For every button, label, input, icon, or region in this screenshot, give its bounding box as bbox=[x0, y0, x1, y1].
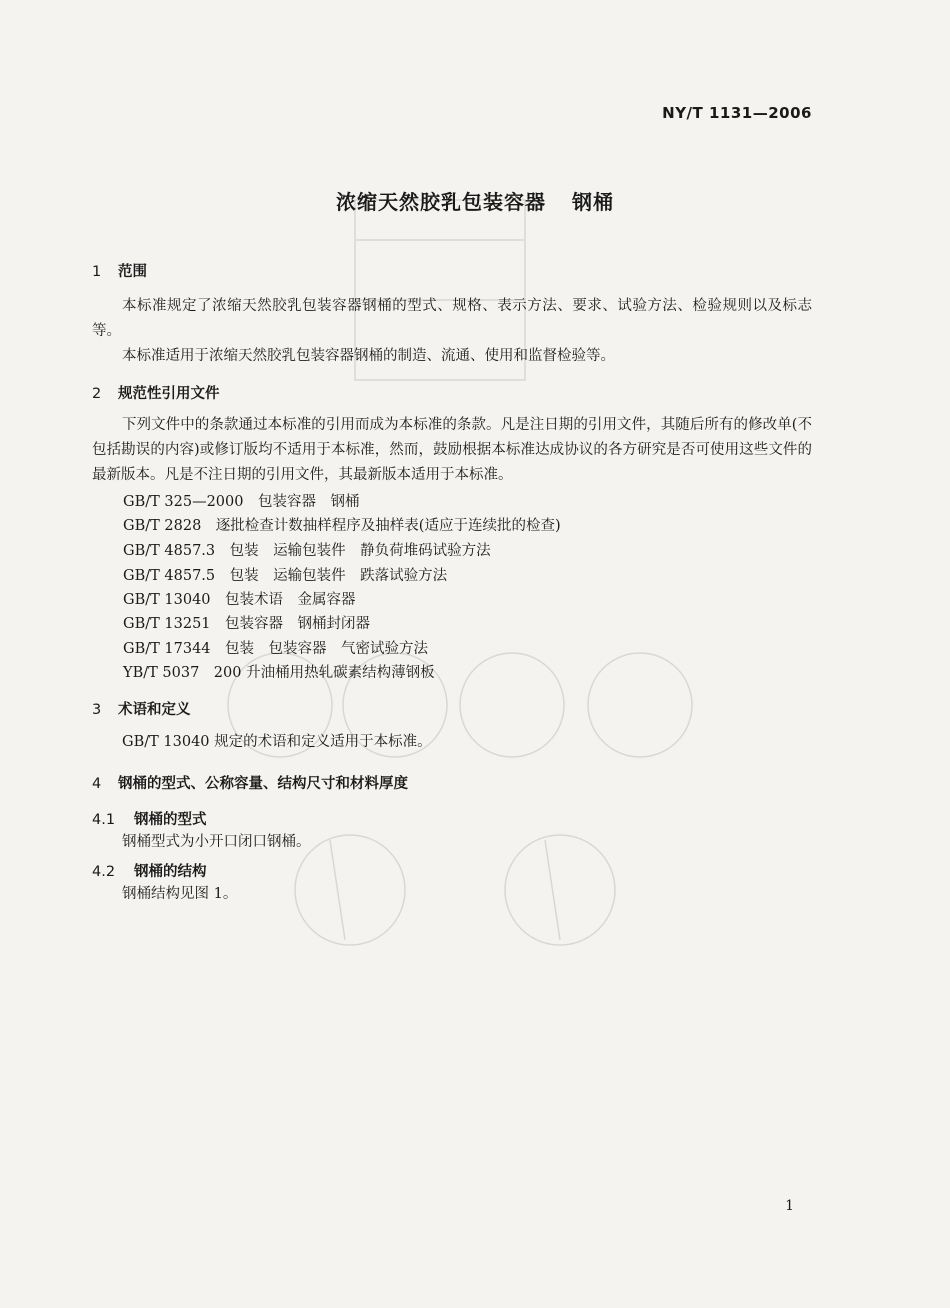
section-title: 钢桶的型式、公称容量、结构尺寸和材料厚度 bbox=[118, 776, 408, 792]
reference-item: GB/T 13251 包装容器 钢桶封闭器 bbox=[123, 616, 371, 632]
section-2-heading bbox=[92, 382, 220, 403]
section-3-heading bbox=[92, 698, 191, 719]
section-4-2-heading bbox=[92, 860, 207, 881]
section-4-2-paragraph: 钢桶结构见图 1。 bbox=[122, 886, 238, 902]
section-4-1-heading bbox=[92, 808, 207, 829]
section-number: 4.1 bbox=[92, 812, 116, 828]
section-number: 4 bbox=[92, 776, 102, 792]
section-1-paragraph-2: 本标准适用于浓缩天然胶乳包装容器钢桶的制造、流通、使用和监督检验等。 bbox=[122, 348, 615, 364]
section-number: 3 bbox=[92, 702, 102, 718]
section-title: 术语和定义 bbox=[118, 702, 191, 718]
title-sub: 钢桶 bbox=[572, 190, 614, 214]
section-title: 规范性引用文件 bbox=[118, 386, 220, 402]
reference-item: GB/T 2828 逐批检查计数抽样程序及抽样表(适应于连续批的检查) bbox=[123, 518, 561, 534]
section-number: 2 bbox=[92, 386, 102, 402]
reference-item: YB/T 5037 200 升油桶用热轧碳素结构薄钢板 bbox=[123, 665, 435, 681]
reference-item: GB/T 13040 包装术语 金属容器 bbox=[123, 592, 356, 608]
section-4-heading bbox=[92, 772, 408, 793]
title-main: 浓缩天然胶乳包装容器 bbox=[336, 190, 546, 214]
section-title: 范围 bbox=[118, 264, 147, 280]
document-title bbox=[0, 186, 950, 215]
section-number: 4.2 bbox=[92, 864, 116, 880]
reference-item: GB/T 325—2000 包装容器 钢桶 bbox=[123, 494, 360, 510]
standard-code: NY/T 1131—2006 bbox=[662, 104, 812, 122]
section-1-paragraph-1: 本标准规定了浓缩天然胶乳包装容器钢桶的型式、规格、表示方法、要求、试验方法、检验规则以及标志等。 bbox=[92, 298, 812, 339]
reference-item: GB/T 4857.3 包装 运输包装件 静负荷堆码试验方法 bbox=[123, 543, 491, 559]
section-3-paragraph-1: GB/T 13040 规定的术语和定义适用于本标准。 bbox=[122, 734, 432, 750]
section-title: 钢桶的结构 bbox=[134, 864, 207, 880]
section-title: 钢桶的型式 bbox=[134, 812, 207, 828]
section-number: 1 bbox=[92, 264, 102, 280]
section-4-1-paragraph: 钢桶型式为小开口闭口钢桶。 bbox=[122, 834, 311, 850]
reference-item: GB/T 4857.5 包装 运输包装件 跌落试验方法 bbox=[123, 568, 448, 584]
section-1-heading bbox=[92, 260, 147, 281]
page-number: 1 bbox=[785, 1198, 794, 1214]
section-2-paragraph-1: 下列文件中的条款通过本标准的引用而成为本标准的条款。凡是注日期的引用文件，其随后所有的修改单(不包括勘误的内容)或修订版均不适用于本标准，然而，鼓励根据本标准达成协议的各方研究是否可使用这些文件的最新版本。凡是不注日期的引用文件，其最新版本适用于本标准。 bbox=[92, 417, 812, 483]
reference-item: GB/T 17344 包装 包装容器 气密试验方法 bbox=[123, 641, 429, 657]
